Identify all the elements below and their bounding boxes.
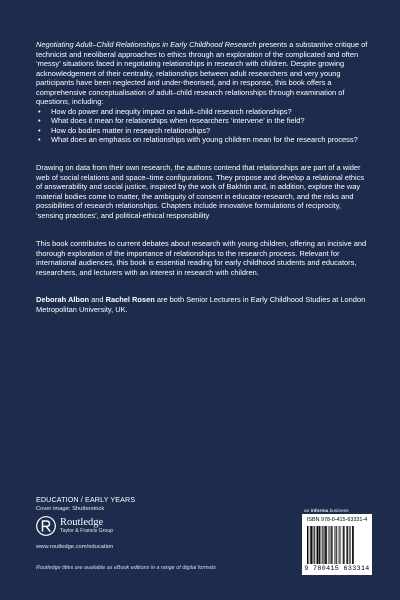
intro-text: presents a substantive critique of technicist and neoliberal approaches to ethics through an exploration of the complicated and often ‘messy’ situations faced in negotiating relationships in research with children. Despite growing acknowledgement of their centrality, relationships between adult researchers and very young participants have been neglected and under-theorised, and in response, this book offers a comprehensive conceptualisation of adult–child research relationships through examination of questions, including: bbox=[36, 40, 368, 107]
research-paragraph: Drawing on data from their own research, the authors contend that relationships are part of a wider web of social relations and space–time configurations. They propose and develop a relational ethics of answerability and social justice, inspired by the work of Bakhtin and, in addition, explore the way material bodies come to matter, the ambiguity of consent in educator-research, and the risks and possibilities of research relationships. Chapters include innovative formulations of reciprocity, ‘sensing practices’, and political-ethical responsibility bbox=[36, 163, 365, 220]
cover-image-credit: Cover image: Shutterstock bbox=[36, 506, 105, 512]
intro-paragraph bbox=[36, 40, 368, 107]
isbn-label: ISBN 978-0-415-63331-4 bbox=[306, 517, 368, 523]
informa-suffix: business bbox=[328, 509, 349, 514]
routledge-logo-icon bbox=[36, 516, 56, 536]
list-item: • How do bodies matter in research relationships? bbox=[36, 126, 368, 136]
publisher-website: www.routledge.com/education bbox=[36, 544, 114, 550]
informa-prefix: an bbox=[304, 509, 311, 514]
contribution-paragraph: This book contributes to current debates about research with young children, offering an incisive and thorough exploration of the importance of relationships to the research process. Relevant for international audiences, this book is essential reading for early childhood students and educators, researchers, and lecturers with an interest in research with children. bbox=[36, 239, 367, 277]
barcode-icon bbox=[307, 526, 367, 564]
subject-category: EDUCATION / EARLY YEARS bbox=[36, 495, 136, 504]
barcode-digits: 9 780415 633314 bbox=[304, 565, 370, 572]
author-name: Deborah Albon bbox=[36, 295, 90, 305]
question-list bbox=[36, 107, 368, 145]
publisher-block bbox=[36, 516, 113, 536]
publisher-name: Routledge bbox=[60, 516, 104, 528]
list-item: • How do power and inequity impact on adult–child research relationships? bbox=[36, 107, 368, 117]
publisher-group: Taylor & Francis Group bbox=[60, 527, 114, 534]
blurb-text bbox=[36, 40, 368, 315]
barcode-box bbox=[302, 514, 372, 575]
and-text: and bbox=[89, 295, 106, 305]
book-title: Negotiating Adult–Child Relationships in Early Childhood Research bbox=[36, 40, 257, 49]
bio-text: are both Senior Lecturers in Early Childhood Studies at London Metropolitan University, UK. bbox=[36, 295, 366, 315]
author-bio bbox=[36, 295, 368, 314]
author-name: Rachel Rosen bbox=[105, 295, 155, 305]
publisher-text bbox=[60, 518, 113, 535]
list-item: • What does an emphasis on relationships with young children mean for the research process? bbox=[36, 135, 368, 145]
ebook-note: Routledge titles are available as eBook editions in a range of digital formats bbox=[36, 565, 216, 571]
list-item: • What does it mean for relationships when researchers ‘intervene’ in the field? bbox=[36, 116, 368, 126]
informa-name: informa bbox=[310, 509, 329, 514]
